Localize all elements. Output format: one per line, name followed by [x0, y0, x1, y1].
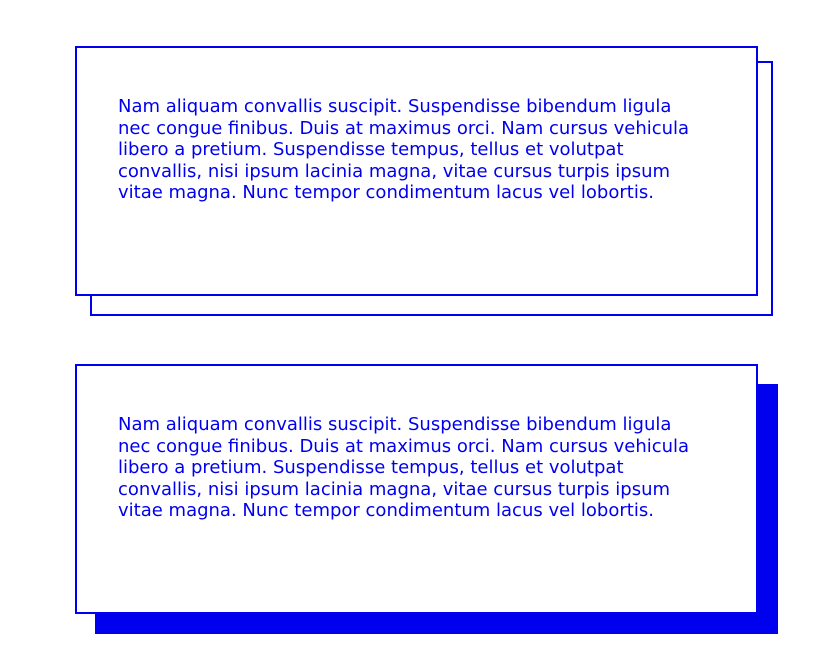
card-paragraph: Nam aliquam convallis suscipit. Suspendisse bibendum ligula nec congue finibus. Duis at maximus orci. Nam cursus vehicula libero a pretium. Suspendisse tempus, tellus et volutpat convallis, nisi ipsum lacinia magna, vitae cursus turpis ipsum vitae magna. Nunc tempor condimentum lacus vel lobortis. — [118, 96, 690, 204]
outline-shadow-card — [75, 46, 758, 296]
solid-shadow-card — [75, 364, 758, 614]
text-card — [75, 46, 758, 296]
text-card — [75, 364, 758, 614]
card-paragraph: Nam aliquam convallis suscipit. Suspendisse bibendum ligula nec congue finibus. Duis at maximus orci. Nam cursus vehicula libero a pretium. Suspendisse tempus, tellus et volutpat convallis, nisi ipsum lacinia magna, vitae cursus turpis ipsum vitae magna. Nunc tempor condimentum lacus vel lobortis. — [118, 414, 690, 522]
